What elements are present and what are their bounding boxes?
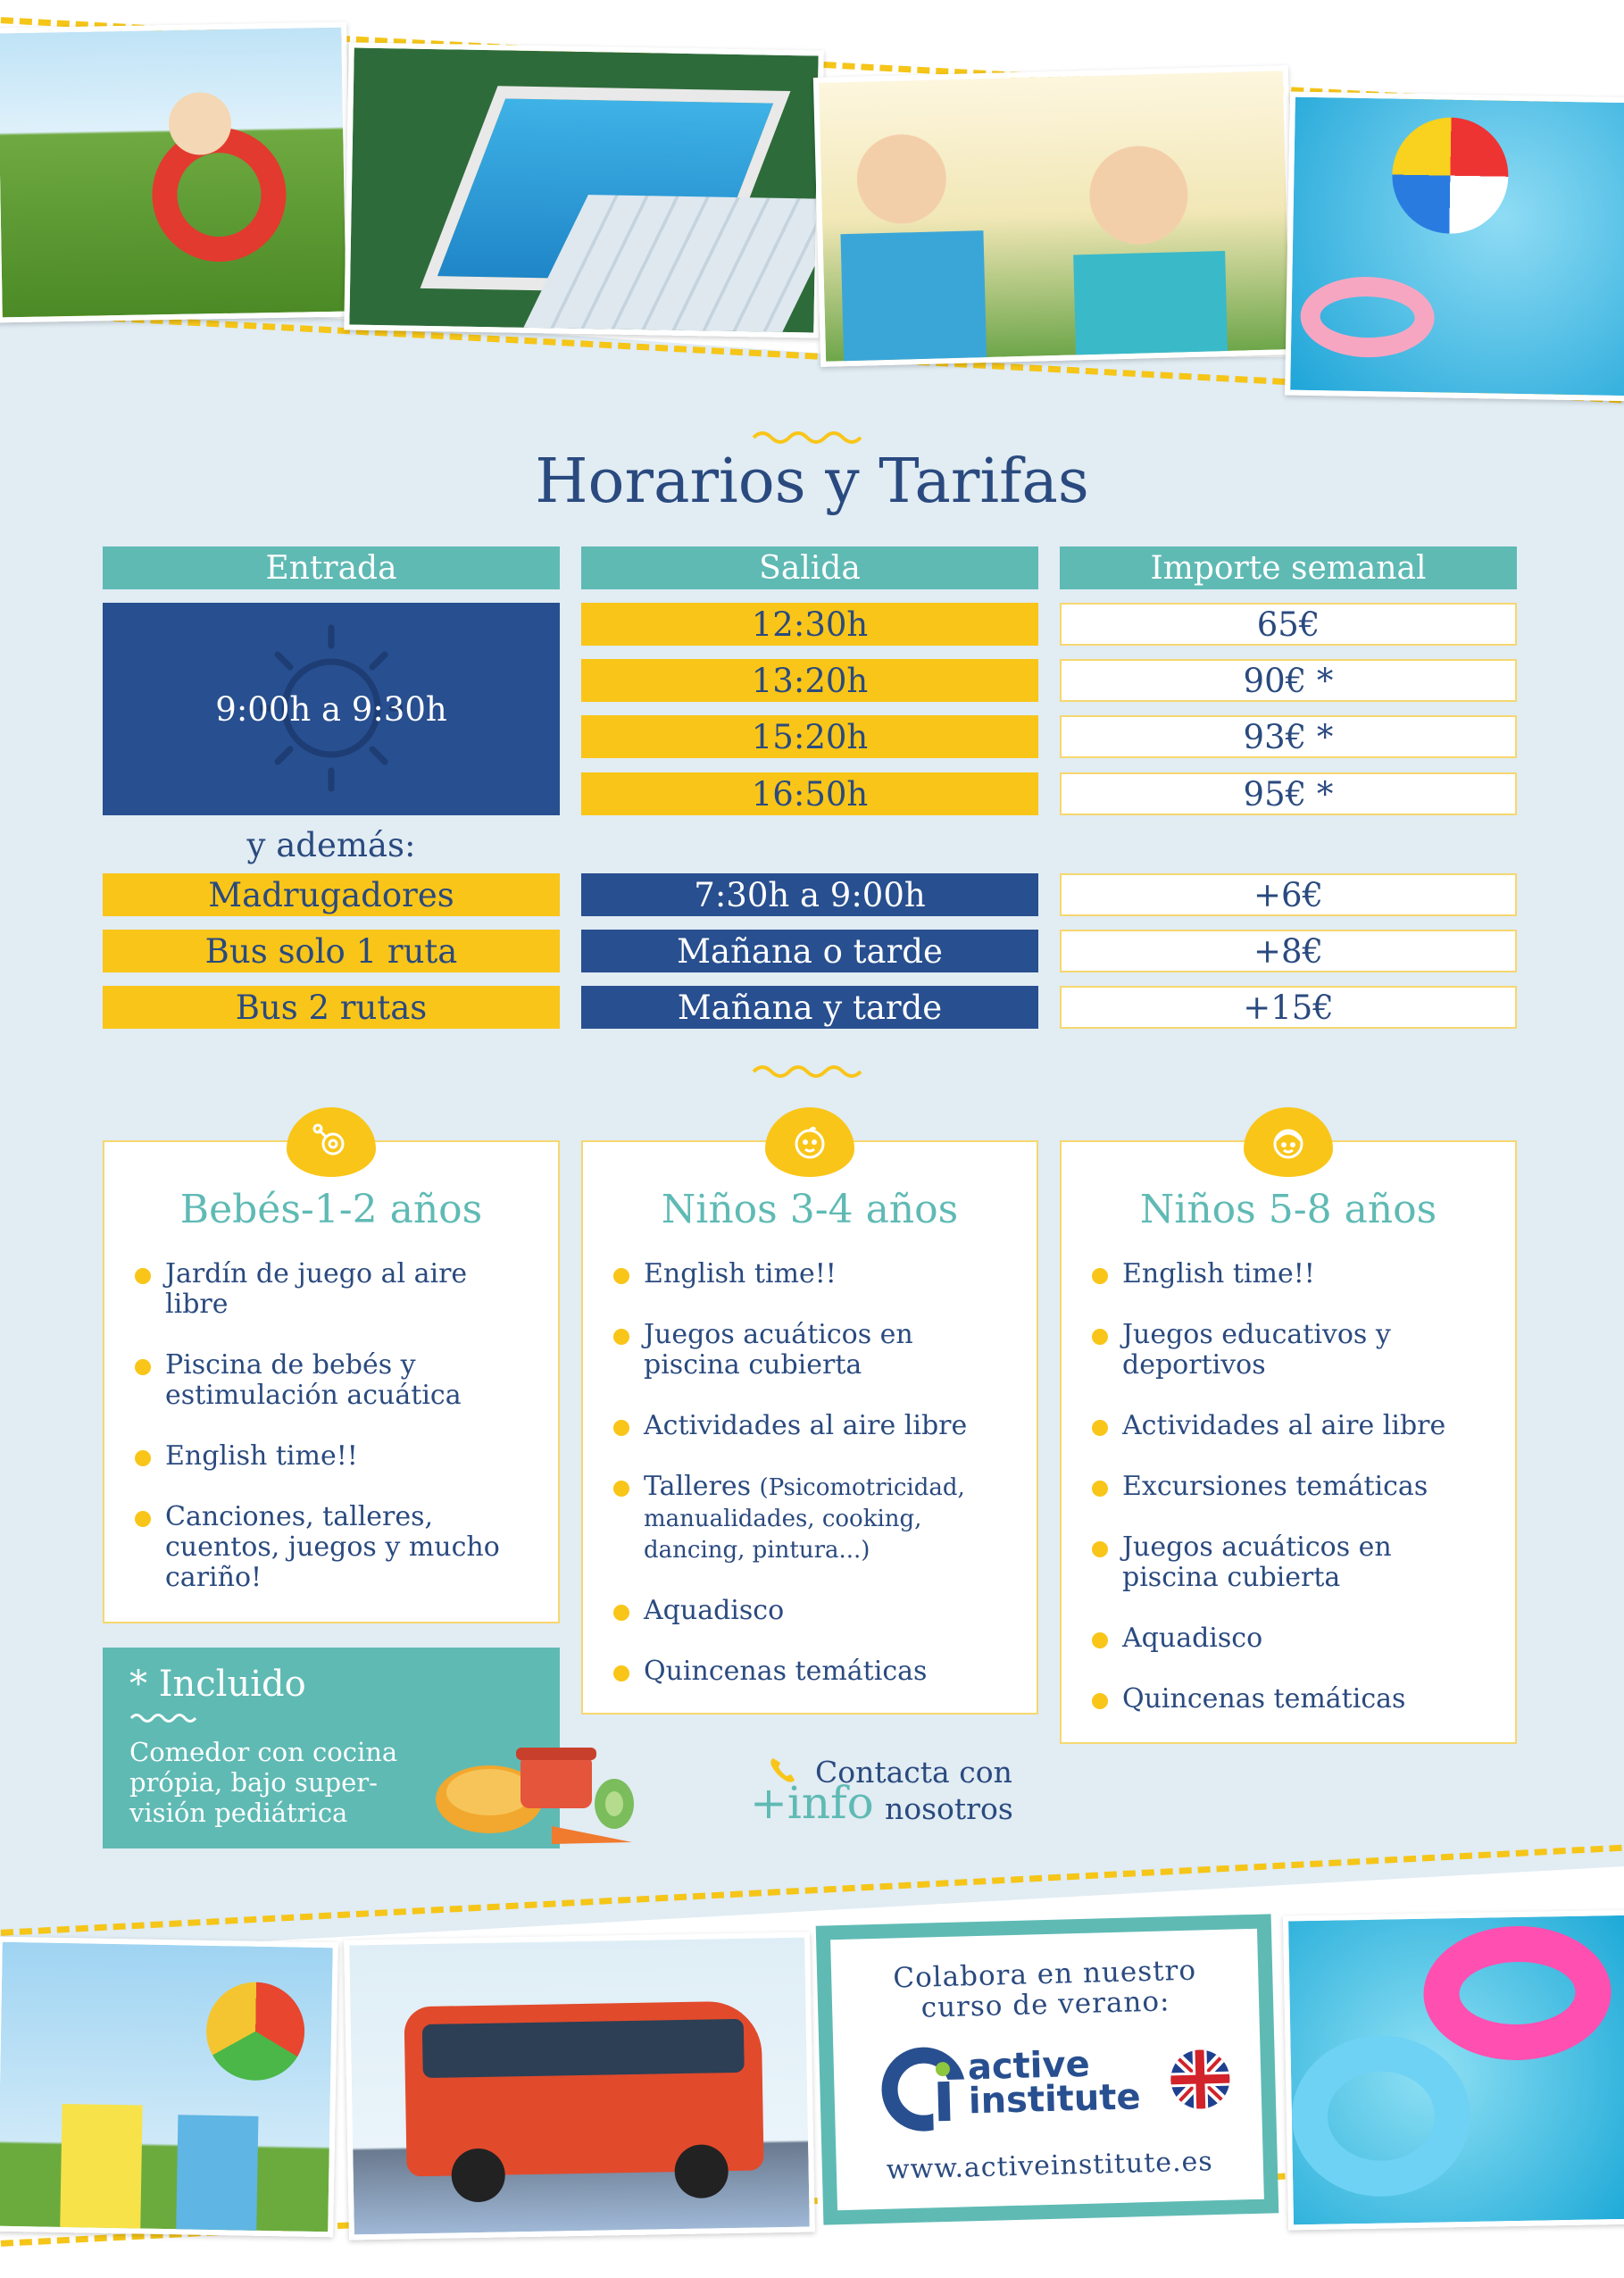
extra-price: +8€ <box>1060 930 1517 972</box>
importe-cell: 93€ * <box>1060 715 1517 758</box>
active-institute-logo-icon <box>878 2043 970 2135</box>
extra-name: Bus 2 rutas <box>103 986 560 1029</box>
card-bebes <box>103 1140 560 1623</box>
photo-bus <box>344 1932 815 2240</box>
brand-active: active <box>967 2043 1091 2089</box>
list-item: Excursiones temáticas <box>1122 1472 1488 1502</box>
entrada-block <box>103 603 560 815</box>
brand-logo <box>833 2029 1262 2138</box>
list-item: Juegos acuáticos en piscina cubierta <box>644 1320 1010 1381</box>
extra-price: +15€ <box>1060 986 1517 1029</box>
list-item: Jardín de juego al aire libre <box>165 1259 531 1320</box>
header-importe: Importe semanal <box>1060 547 1517 589</box>
list-item: Canciones, talleres, cuentos, juegos y mucho cariño! <box>165 1502 531 1593</box>
importe-cell: 95€ * <box>1060 772 1517 815</box>
page-title: Horarios y Tarifas <box>535 446 1089 517</box>
importe-cell: 65€ <box>1060 603 1517 646</box>
talleres-detail: (Psicomotricidad, manualidades, cooking, dancing, pintura...) <box>644 1474 965 1564</box>
photo-pool-ball <box>1285 92 1624 402</box>
talleres-label: Talleres <box>644 1471 751 1502</box>
list-item: Aquadisco <box>1122 1623 1488 1654</box>
list-item: Quincenas temáticas <box>644 1656 1010 1687</box>
card-title: Bebés-1-2 años <box>179 1187 483 1232</box>
contact-line1: Contacta con <box>815 1755 1012 1790</box>
importe-cell: 90€ * <box>1060 659 1517 702</box>
photo-kids-ball <box>0 1937 338 2238</box>
list-item: English time!! <box>1122 1259 1488 1289</box>
title-wave-ornament <box>752 427 872 445</box>
entrada-time: 9:00h a 9:30h <box>215 689 447 729</box>
photo-pool-floats <box>1283 1910 1624 2231</box>
included-text: Comedor con cocina própia, bajo super-visión pediátrica <box>129 1737 398 1828</box>
collab-line1: Colabora en nuestro <box>892 1954 1197 1995</box>
contact-line2: nosotros <box>885 1791 1013 1826</box>
uk-flag-icon <box>1168 2048 1232 2112</box>
extra-name: Madrugadores <box>103 873 560 916</box>
salida-cell: 16:50h <box>581 772 1038 815</box>
section-wave-ornament <box>752 1061 872 1079</box>
list-item: English time!! <box>165 1441 531 1472</box>
included-wave-ornament <box>129 1710 201 1723</box>
list-item: Piscina de bebés y estimulación acuática <box>165 1350 531 1411</box>
collab-url[interactable]: www.activeinstitute.es <box>886 2146 1214 2186</box>
salida-cell: 15:20h <box>581 715 1038 758</box>
extra-time: 7:30h a 9:00h <box>581 873 1038 916</box>
photo-pool <box>344 42 824 338</box>
card-title: Niños 5-8 años <box>1139 1187 1437 1232</box>
list-item: Actividades al aire libre <box>644 1411 1010 1441</box>
list-item: Actividades al aire libre <box>1122 1411 1488 1441</box>
baby-face-icon <box>765 1107 854 1177</box>
list-item: Juegos acuáticos en piscina cubierta <box>1122 1532 1488 1593</box>
extra-time: Mañana y tarde <box>581 986 1038 1029</box>
card-ninos-3-4 <box>581 1140 1038 1715</box>
contact-info[interactable]: +info <box>750 1777 874 1829</box>
child-face-icon <box>1244 1107 1333 1177</box>
ademas-label: y además: <box>246 825 416 864</box>
photo-kids-tunnel <box>0 22 352 323</box>
list-item <box>644 1472 1010 1565</box>
salida-cell: 13:20h <box>581 659 1038 702</box>
card-title: Niños 3-4 años <box>661 1187 959 1232</box>
list-item: Aquadisco <box>644 1596 1010 1626</box>
included-title: * Incluido <box>129 1664 306 1705</box>
brand-institute: institute <box>968 2076 1142 2123</box>
extra-name: Bus solo 1 ruta <box>103 930 560 972</box>
pacifier-icon <box>287 1107 376 1177</box>
list-item: Juegos educativos y deportivos <box>1122 1320 1488 1381</box>
extra-price: +6€ <box>1060 873 1517 916</box>
salida-cell: 12:30h <box>581 603 1038 646</box>
collab-line2: curso de verano: <box>920 1985 1170 2024</box>
food-illustration-icon <box>427 1719 650 1853</box>
header-entrada: Entrada <box>103 547 560 589</box>
extra-time: Mañana o tarde <box>581 930 1038 972</box>
list-item: English time!! <box>644 1259 1010 1289</box>
card-ninos-5-8 <box>1060 1140 1517 1744</box>
photo-painted-hands <box>813 65 1295 367</box>
list-item: Quincenas temáticas <box>1122 1684 1488 1715</box>
header-salida: Salida <box>581 547 1038 589</box>
collab-box <box>816 1914 1279 2224</box>
